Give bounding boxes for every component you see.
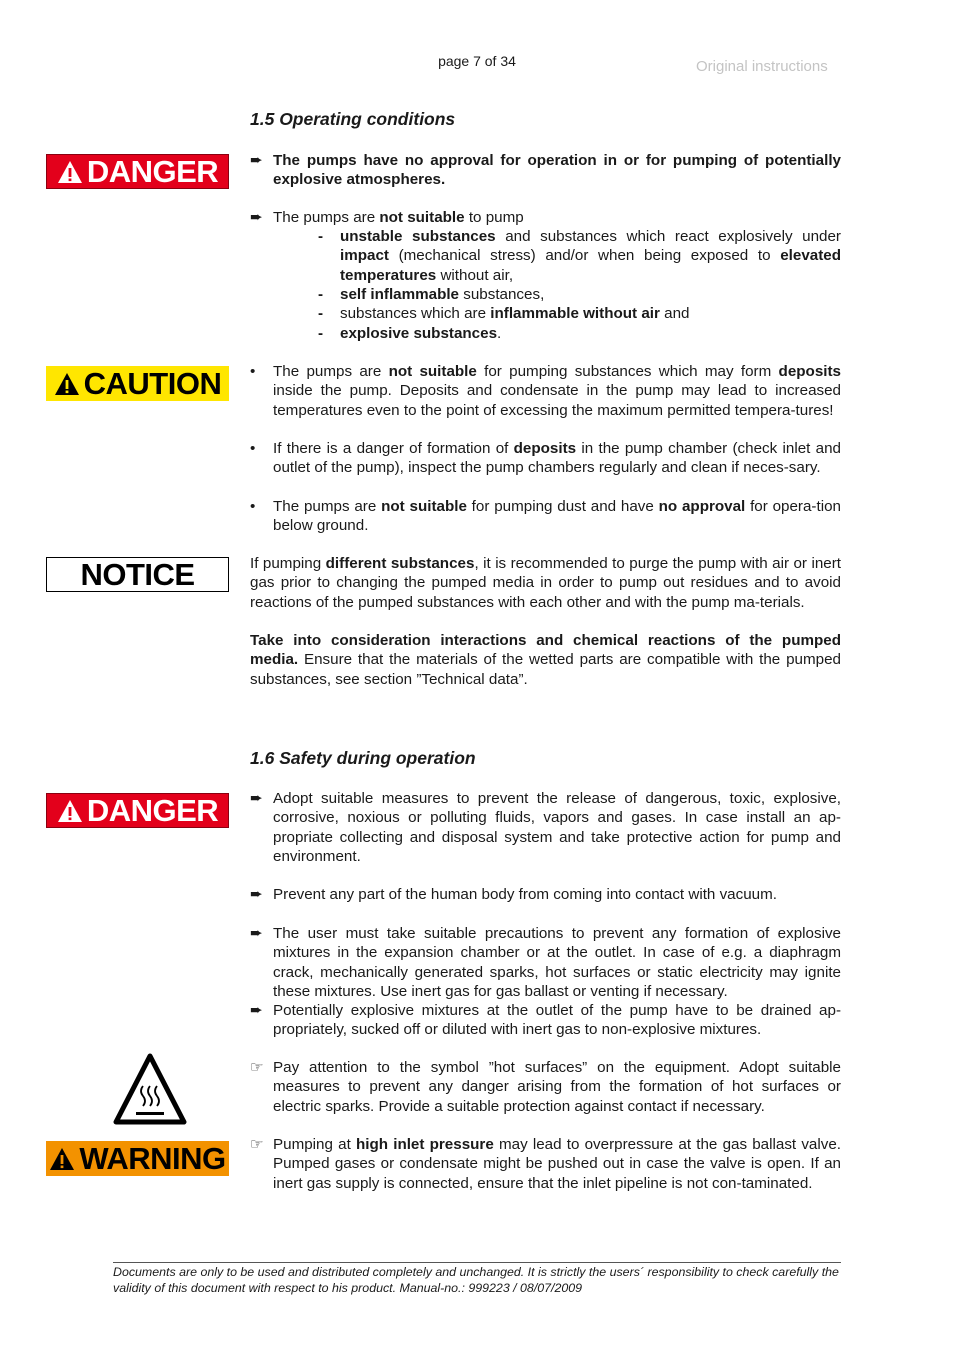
notice-paragraph: Take into consideration interactions and chemical reactions of the pumped media. Ensure that the materials of the wetted parts are compatible with the pumped substances, see section ”Technical data”. [250, 632, 841, 688]
sub-list-text: self inflammable substances, [340, 286, 545, 303]
bullet-marker: • [250, 498, 256, 515]
danger-item [250, 1001, 841, 1040]
danger-item [250, 151, 841, 190]
danger-sign-text: DANGER [86, 793, 219, 828]
danger-item-text: Prevent any part of the human body from coming into contact with vacuum. [273, 886, 777, 903]
danger-sign [46, 154, 229, 189]
arrow-bullet-icon: ➨ [250, 925, 263, 942]
footer-divider [113, 1262, 841, 1263]
danger-item-text: The user must take suitable precautions to prevent any formation of explosive mixtures in the expansion chamber or at the outlet. In case of e.g. a diaphragm crack, mechanically generated sparks, hot surfaces or static electricity may ignite these mixtures. Use inert gas for gas ballast or venting if necessary. [273, 925, 841, 1000]
pointing-hand-icon: ☞ [250, 1059, 264, 1076]
page-number: page 7 of 34 [438, 53, 516, 69]
sub-list-item [318, 285, 841, 304]
warning-sign-text: WARNING [79, 1141, 226, 1176]
sub-list-item [318, 324, 841, 343]
arrow-bullet-icon: ➨ [250, 1002, 263, 1019]
arrow-bullet-icon: ➨ [250, 152, 263, 169]
warning-triangle-icon [49, 1147, 75, 1171]
danger-item-text: The pumps have no approval for operation in or for pumping of potentially explosive atmospheres. [273, 152, 841, 189]
danger-item [250, 924, 841, 1001]
danger-item-text: Adopt suitable measures to prevent the release of dangerous, toxic, explosive, corrosive, noxious or polluting fluids, vapors and gases. In case install an ap-propriate collecting and disposal system and take protective action for pump and environment. [273, 790, 841, 865]
hot-surface-item [250, 1058, 841, 1116]
warning-triangle-icon [57, 160, 83, 184]
danger-sign-text: DANGER [86, 154, 219, 189]
dash-marker: - [318, 286, 324, 303]
footer-text: Documents are only to be used and distributed completely and unchanged. It is strictly the users´ responsibility to check carefully the validity of this document with respect to his product. Manual-no.: 999223 / 08/07/2009 [113, 1265, 839, 1295]
caution-sign [46, 366, 229, 401]
danger-item-text: Potentially explosive mixtures at the outlet of the pump have to be drained ap-propriately, sucked off or diluted with inert gas to non-explosive mixtures. [273, 1002, 841, 1039]
hot-surface-icon [112, 1052, 188, 1126]
warning-sign [46, 1141, 229, 1176]
section-heading-1-5: 1.5 Operating conditions [250, 109, 456, 129]
danger-item [250, 208, 841, 227]
notice-sign [46, 557, 229, 592]
sub-list-text: unstable substances and substances which react explosively under impact (mechanical stress) and/or when being exposed to elevated temperatures without air, [340, 228, 841, 284]
danger-sign [46, 793, 229, 828]
caution-item-text: The pumps are not suitable for pumping dust and have no approval for opera-tion below ground. [273, 498, 841, 535]
danger-item-text: The pumps are not suitable to pump [273, 209, 524, 226]
warning-triangle-icon [54, 372, 80, 396]
caution-item [250, 362, 841, 420]
arrow-bullet-icon: ➨ [250, 790, 263, 807]
sub-list-item [318, 227, 841, 285]
sub-list-text: substances which are inflammable without air and [340, 305, 690, 322]
source-label: Original instructions [696, 58, 828, 75]
notice-paragraph: If pumping different substances, it is recommended to purge the pump with air or inert gas prior to changing the pumped media in order to pump out residues and to avoid reactions of the pumped substances with each other and with the pump ma-terials. [250, 555, 842, 611]
caution-item-text: The pumps are not suitable for pumping substances which may form deposits inside the pump. Deposits and condensate in the pump may lead to increased temperatures even to the point of excessing the maximum permitted tempera-tures! [273, 363, 841, 419]
dash-marker: - [318, 325, 324, 342]
bullet-marker: • [250, 363, 256, 380]
danger-item [250, 885, 841, 904]
sub-list-text: explosive substances. [340, 325, 502, 342]
sub-list-item [318, 304, 841, 323]
caution-item [250, 439, 841, 478]
arrow-bullet-icon: ➨ [250, 209, 263, 226]
danger-item [250, 789, 841, 866]
pointing-hand-icon: ☞ [250, 1136, 264, 1153]
caution-item-text: If there is a danger of formation of deposits in the pump chamber (check inlet and outlet of the pump), inspect the pump chambers regularly and clean if neces-sary. [273, 440, 841, 477]
section-heading-1-6: 1.6 Safety during operation [250, 748, 476, 768]
bullet-marker: • [250, 440, 256, 457]
arrow-bullet-icon: ➨ [250, 886, 263, 903]
caution-sign-text: CAUTION [83, 366, 222, 401]
notice-sign-text: NOTICE [80, 557, 195, 592]
warning-item-text: Pumping at high inlet pressure may lead to overpressure at the gas ballast valve. Pumped gases or condensate might be pushed out in case the valve is open. If an inert gas supply is connected, ensure that the inlet pipeline is not con-taminated. [273, 1136, 841, 1192]
caution-item [250, 497, 841, 536]
hot-surface-text: Pay attention to the symbol ”hot surfaces” on the equipment. Adopt suitable measures to prevent any danger arising from the formation of hot surfaces or electric sparks. Provide a suitable protection against contact if necessary. [273, 1059, 841, 1115]
warning-item [250, 1135, 841, 1193]
dash-marker: - [318, 305, 324, 322]
warning-triangle-icon [57, 799, 83, 823]
dash-marker: - [318, 228, 324, 245]
